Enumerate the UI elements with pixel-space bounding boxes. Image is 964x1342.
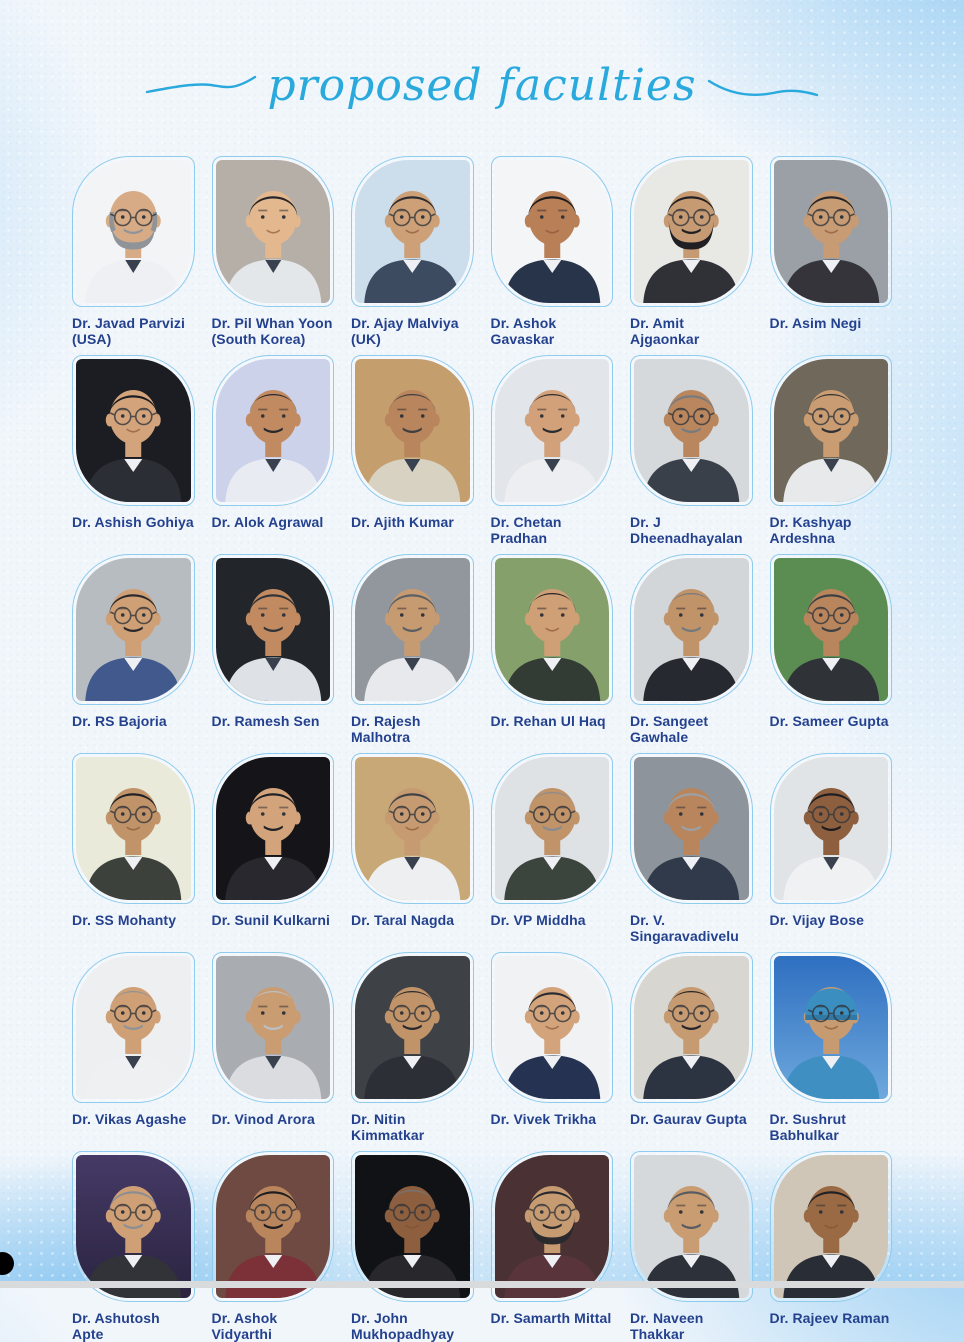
faculty-label <box>351 1310 474 1342</box>
person-avatar-graphic <box>216 757 331 900</box>
person-avatar-graphic <box>774 757 889 900</box>
faculty-card <box>212 156 335 347</box>
faculty-card <box>770 753 893 944</box>
title-flourish-left-icon <box>145 68 257 104</box>
faculty-photo <box>634 1155 749 1298</box>
faculty-photo-frame <box>72 952 195 1103</box>
faculty-label <box>72 912 195 936</box>
faculty-photo-frame <box>212 554 335 705</box>
faculty-label <box>212 713 335 737</box>
faculty-name: Dr. Taral Nagda <box>351 912 455 928</box>
faculty-name: Dr. Pil Whan Yoon <box>211 315 333 331</box>
person-avatar-graphic <box>495 558 610 701</box>
faculty-card <box>72 156 195 347</box>
faculty-photo-frame <box>770 156 893 307</box>
faculty-card <box>72 1151 195 1342</box>
faculty-photo <box>216 1155 331 1298</box>
faculty-photo-frame <box>770 1151 893 1302</box>
faculty-name: Dr. Alok Agrawal <box>211 514 324 530</box>
faculty-label <box>491 912 614 936</box>
title-flourish-right-icon <box>707 68 819 104</box>
person-avatar-graphic <box>774 359 889 502</box>
faculty-photo-frame <box>72 355 195 506</box>
person-avatar-graphic <box>76 956 191 1099</box>
person-avatar-graphic <box>495 160 610 303</box>
person-avatar-graphic <box>76 1155 191 1298</box>
faculty-photo <box>76 160 191 303</box>
faculty-photo-frame <box>351 156 474 307</box>
person-avatar-graphic <box>76 359 191 502</box>
faculty-card <box>212 1151 335 1342</box>
faculty-card <box>491 554 614 745</box>
person-avatar-graphic <box>355 359 470 502</box>
faculty-label <box>770 315 893 339</box>
person-avatar-graphic <box>355 558 470 701</box>
person-avatar-graphic <box>634 160 749 303</box>
faculty-photo-frame <box>770 554 893 705</box>
faculty-card <box>491 156 614 347</box>
faculty-card <box>491 753 614 944</box>
person-avatar-graphic <box>634 558 749 701</box>
faculty-photo <box>76 956 191 1099</box>
faculty-label <box>72 1111 195 1135</box>
faculty-photo <box>216 558 331 701</box>
faculty-name: Dr. Rajesh Malhotra <box>351 713 421 745</box>
faculty-photo-frame <box>491 554 614 705</box>
faculty-card <box>770 952 893 1143</box>
faculty-card <box>351 1151 474 1342</box>
person-avatar-graphic <box>495 359 610 502</box>
page-title: proposed faculties <box>267 60 697 111</box>
faculty-card <box>351 156 474 347</box>
faculty-photo-frame <box>770 753 893 904</box>
faculty-photo-frame <box>630 355 753 506</box>
faculty-photo <box>774 558 889 701</box>
faculty-photo-frame <box>72 156 195 307</box>
person-avatar-graphic <box>634 956 749 1099</box>
faculty-country: (UK) <box>351 331 381 347</box>
faculty-name: Dr. Sameer Gupta <box>769 713 889 729</box>
faculty-photo-frame <box>770 952 893 1103</box>
faculty-card <box>770 1151 893 1342</box>
faculty-photo <box>495 757 610 900</box>
faculty-photo <box>355 956 470 1099</box>
faculty-label <box>491 713 614 737</box>
faculty-name: Dr. VP Middha <box>490 912 586 928</box>
person-avatar-graphic <box>216 160 331 303</box>
faculty-name: Dr. Vijay Bose <box>769 912 865 928</box>
faculty-label <box>770 713 893 737</box>
faculty-name: Dr. Javad Parvizi <box>72 315 185 331</box>
faculty-label <box>770 514 893 546</box>
faculty-label <box>770 912 893 936</box>
faculty-name: Dr. Gaurav Gupta <box>630 1111 747 1127</box>
faculty-photo-frame <box>72 554 195 705</box>
faculty-label <box>351 315 474 347</box>
faculty-photo <box>216 160 331 303</box>
faculty-name: Dr. Ashok Gavaskar <box>490 315 557 347</box>
faculty-name: Dr. Nitin Kimmatkar <box>351 1111 425 1143</box>
person-avatar-graphic <box>495 757 610 900</box>
person-avatar-graphic <box>774 160 889 303</box>
faculty-photo-frame <box>491 952 614 1103</box>
faculty-label <box>212 514 335 538</box>
faculty-card <box>351 554 474 745</box>
faculty-photo <box>495 956 610 1099</box>
faculty-photo <box>774 359 889 502</box>
person-avatar-graphic <box>76 160 191 303</box>
faculty-photo-frame <box>212 1151 335 1302</box>
faculty-photo <box>216 359 331 502</box>
person-avatar-graphic <box>355 757 470 900</box>
person-avatar-graphic <box>216 359 331 502</box>
faculty-name: Dr. Sushrut Babhulkar <box>769 1111 847 1143</box>
faculty-label <box>351 912 474 936</box>
faculty-label <box>212 315 335 347</box>
faculty-card <box>72 753 195 944</box>
faculty-photo <box>355 1155 470 1298</box>
person-avatar-graphic <box>216 558 331 701</box>
faculty-name: Dr. Vinod Arora <box>211 1111 315 1127</box>
faculty-photo-frame <box>212 156 335 307</box>
faculty-photo <box>774 160 889 303</box>
faculty-photo <box>216 956 331 1099</box>
faculty-label <box>491 514 614 546</box>
faculty-name: Dr. Asim Negi <box>769 315 862 331</box>
faculty-name: Dr. Chetan Pradhan <box>490 514 562 546</box>
faculty-label <box>630 1310 753 1342</box>
faculty-name: Dr. Ashutosh Apte <box>72 1310 160 1342</box>
faculty-photo <box>634 956 749 1099</box>
faculty-card <box>770 156 893 347</box>
faculty-label <box>72 514 195 538</box>
faculty-card <box>630 753 753 944</box>
faculty-card <box>351 952 474 1143</box>
faculty-card <box>491 355 614 546</box>
faculty-label <box>630 912 753 944</box>
faculty-label <box>770 1310 893 1334</box>
faculty-photo <box>355 757 470 900</box>
faculty-photo <box>495 359 610 502</box>
faculty-card <box>630 554 753 745</box>
faculty-name: Dr. Ramesh Sen <box>211 713 320 729</box>
faculty-photo <box>76 1155 191 1298</box>
faculty-photo <box>634 160 749 303</box>
faculty-card <box>351 355 474 546</box>
faculty-name: Dr. John Mukhopadhyay <box>351 1310 455 1342</box>
faculty-name: Dr. Ajay Malviya <box>351 315 459 331</box>
faculty-label <box>351 713 474 745</box>
person-avatar-graphic <box>495 1155 610 1298</box>
person-avatar-graphic <box>634 757 749 900</box>
faculty-card <box>770 554 893 745</box>
faculty-name: Dr. RS Bajoria <box>72 713 167 729</box>
faculty-name: Dr. Rehan Ul Haq <box>490 713 606 729</box>
faculty-card <box>72 952 195 1143</box>
faculty-name: Dr. Rajeev Raman <box>769 1310 890 1326</box>
faculty-photo-frame <box>770 355 893 506</box>
faculty-label <box>72 713 195 737</box>
faculty-label <box>630 713 753 745</box>
faculty-name: Dr. Ashok Vidyarthi <box>211 1310 278 1342</box>
faculty-name: Dr. Sunil Kulkarni <box>211 912 330 928</box>
faculty-card <box>212 952 335 1143</box>
person-avatar-graphic <box>355 160 470 303</box>
page-marker-dot <box>0 1252 14 1275</box>
faculty-name: Dr. Amit Ajgaonkar <box>630 315 700 347</box>
faculty-photo-frame <box>351 554 474 705</box>
faculty-name: Dr. SS Mohanty <box>72 912 177 928</box>
faculty-card <box>212 554 335 745</box>
faculty-card <box>212 355 335 546</box>
faculty-label <box>212 912 335 936</box>
faculty-card <box>491 952 614 1143</box>
person-avatar-graphic <box>216 956 331 1099</box>
faculty-photo-frame <box>212 355 335 506</box>
person-avatar-graphic <box>355 956 470 1099</box>
faculty-photo <box>76 558 191 701</box>
faculty-photo <box>76 757 191 900</box>
faculty-label <box>491 1310 614 1334</box>
faculty-photo-frame <box>491 1151 614 1302</box>
faculty-label <box>351 1111 474 1143</box>
person-avatar-graphic <box>634 1155 749 1298</box>
faculty-name: Dr. Vikas Agashe <box>72 1111 187 1127</box>
faculty-label <box>351 514 474 538</box>
faculty-card <box>72 355 195 546</box>
person-avatar-graphic <box>774 1155 889 1298</box>
faculty-name: Dr. Ajith Kumar <box>351 514 454 530</box>
faculty-photo-frame <box>351 952 474 1103</box>
faculty-photo <box>495 1155 610 1298</box>
faculty-label <box>630 514 753 546</box>
faculty-photo-frame <box>630 554 753 705</box>
faculty-name: Dr. V. Singaravadivelu <box>630 912 739 944</box>
faculty-photo <box>355 558 470 701</box>
faculty-photo-frame <box>351 753 474 904</box>
faculty-card <box>72 554 195 745</box>
faculty-card <box>630 355 753 546</box>
faculty-card <box>630 156 753 347</box>
faculty-photo <box>495 558 610 701</box>
faculty-photo <box>774 1155 889 1298</box>
page-header <box>0 0 964 112</box>
faculty-country: (USA) <box>72 331 112 347</box>
faculty-name: Dr. Sangeet Gawhale <box>630 713 709 745</box>
faculty-photo <box>774 956 889 1099</box>
person-avatar-graphic <box>76 757 191 900</box>
faculty-card <box>630 952 753 1143</box>
faculty-grid <box>72 156 892 1342</box>
faculty-label <box>491 315 614 347</box>
faculty-photo-frame <box>351 1151 474 1302</box>
faculty-name: Dr. J Dheenadhayalan <box>630 514 743 546</box>
faculty-label <box>212 1310 335 1342</box>
faculty-label <box>630 1111 753 1135</box>
faculty-card <box>770 355 893 546</box>
faculty-label <box>72 1310 195 1342</box>
person-avatar-graphic <box>76 558 191 701</box>
faculty-photo-frame <box>72 753 195 904</box>
faculty-photo <box>76 359 191 502</box>
faculty-photo-frame <box>630 753 753 904</box>
faculty-photo-frame <box>491 753 614 904</box>
faculty-photo <box>634 558 749 701</box>
faculty-photo-frame <box>630 1151 753 1302</box>
faculty-country: (South Korea) <box>211 331 306 347</box>
faculty-label <box>212 1111 335 1135</box>
faculty-card <box>212 753 335 944</box>
faculty-photo-frame <box>630 156 753 307</box>
faculty-name: Dr. Ashish Gohiya <box>72 514 194 530</box>
faculty-card <box>491 1151 614 1342</box>
faculty-photo-frame <box>72 1151 195 1302</box>
faculty-name: Dr. Kashyap Ardeshna <box>769 514 852 546</box>
faculty-photo <box>634 359 749 502</box>
person-avatar-graphic <box>355 1155 470 1298</box>
person-avatar-graphic <box>634 359 749 502</box>
faculty-label <box>491 1111 614 1135</box>
person-avatar-graphic <box>774 956 889 1099</box>
faculty-photo <box>634 757 749 900</box>
faculty-name: Dr. Naveen Thakkar <box>630 1310 704 1342</box>
page-bottom-edge <box>0 1281 964 1288</box>
faculty-name: Dr. Samarth Mittal <box>490 1310 612 1326</box>
faculty-photo <box>355 359 470 502</box>
person-avatar-graphic <box>495 956 610 1099</box>
faculty-card <box>630 1151 753 1342</box>
person-avatar-graphic <box>216 1155 331 1298</box>
faculty-photo <box>355 160 470 303</box>
faculty-label <box>770 1111 893 1143</box>
faculty-photo-frame <box>491 156 614 307</box>
faculty-name: Dr. Vivek Trikha <box>490 1111 597 1127</box>
faculty-photo <box>774 757 889 900</box>
faculty-card <box>351 753 474 944</box>
faculty-photo-frame <box>212 952 335 1103</box>
faculty-photo-frame <box>212 753 335 904</box>
faculty-photo <box>216 757 331 900</box>
faculty-label <box>630 315 753 347</box>
faculty-photo-frame <box>351 355 474 506</box>
faculty-label <box>72 315 195 347</box>
person-avatar-graphic <box>774 558 889 701</box>
faculty-photo-frame <box>630 952 753 1103</box>
faculty-photo-frame <box>491 355 614 506</box>
faculty-photo <box>495 160 610 303</box>
